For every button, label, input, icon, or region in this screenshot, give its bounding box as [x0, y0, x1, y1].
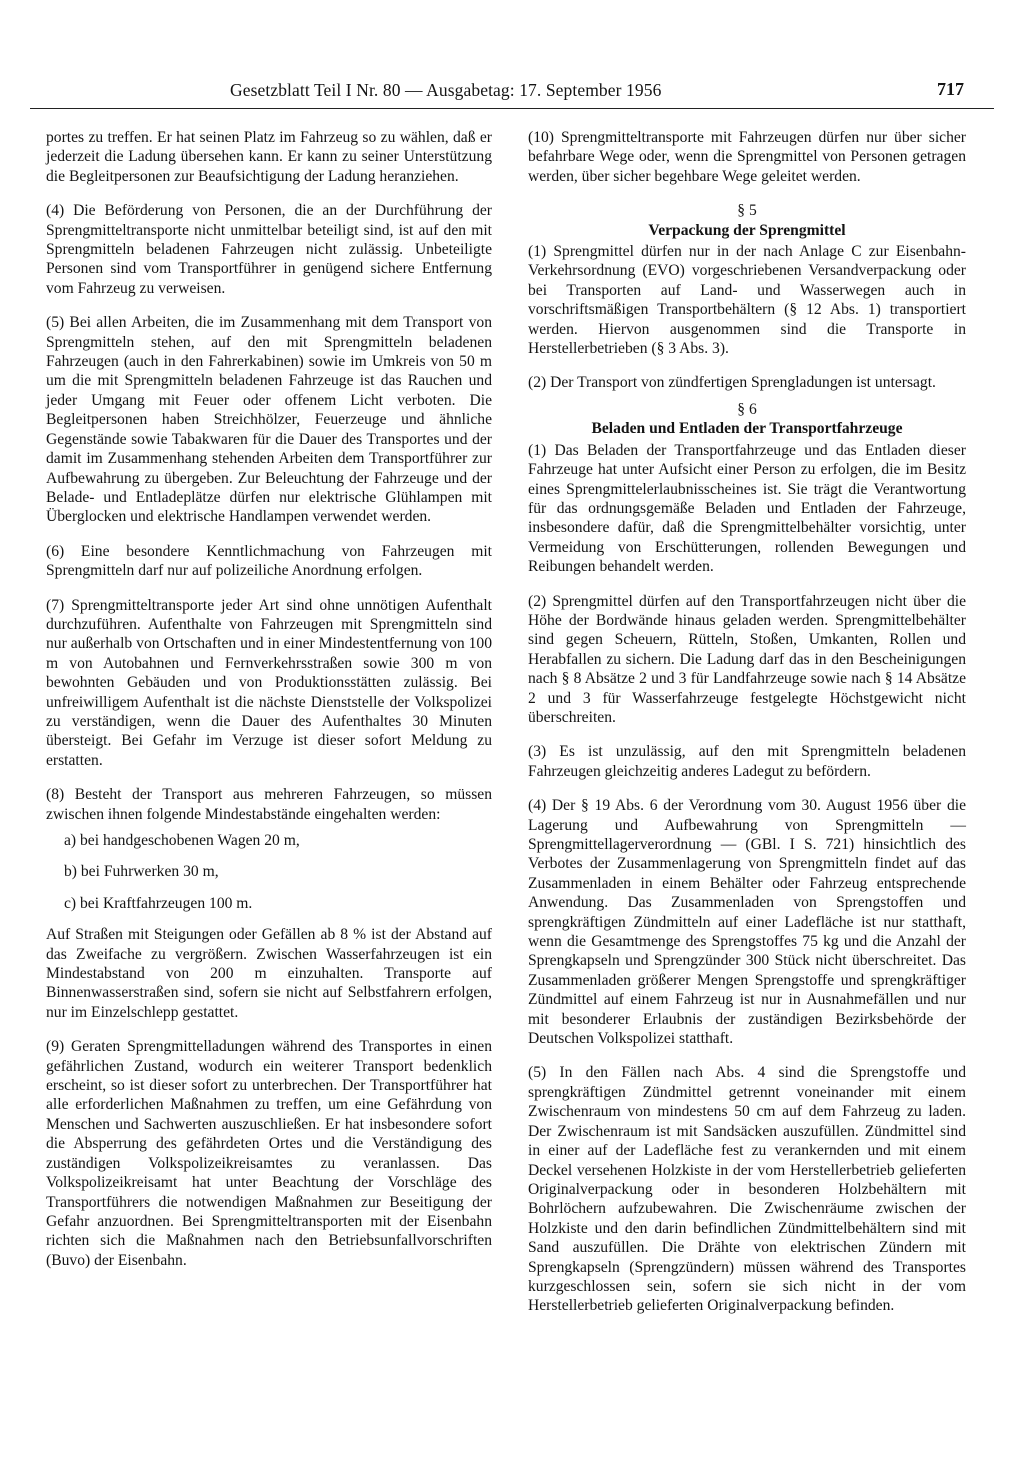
section-6-paragraph-2: (2) Sprengmittel dürfen auf den Transportfahrzeugen nicht über die Höhe der Bordwände hinaus geladen werden. Sprengmittelbehälter sind gegen Scheuern, Rütteln, Stoßen, Umkanten, Rollen und Herabfallen zu sichern. Die Ladung darf das in den Bescheinigungen nach § 8 Absätze 2 und 3 für Landfahrzeuge sowie nach § 14 Absätze 2 und 3 für Wasserfahrzeuge festgelegte Höchstgewicht nicht überschreiten.	[528, 592, 966, 726]
section-6-title: Beladen und Entladen der Transportfahrzeuge	[591, 420, 903, 438]
header-title: Gesetzblatt Teil I Nr. 80 — Ausgabetag: 17. September 1956	[230, 80, 662, 100]
section-5-paragraph-2: (2) Der Transport von zündfertigen Sprengladungen ist untersagt.	[528, 374, 936, 392]
left-column	[46, 128, 492, 1285]
section-5-paragraph-1: (1) Sprengmittel dürfen nur in der nach Anlage C zur Eisenbahn-Verkehrsordnung (EVO) vorgeschriebenen Versandverpackung oder bei Transporten auf Land- und Wasserwegen auch in vorschriftsmäßigen Transportbehältern (§ 12 Abs. 1) transportiert werden. Hiervon ausgenommen sind die Transporte in Herstellerbetrieben (§ 3 Abs. 3).	[528, 243, 966, 358]
paragraph-5: (5) Bei allen Arbeiten, die im Zusammenhang mit dem Transport von Sprengmitteln stehen, auf den mit Sprengmitteln beladenen Fahrzeugen (auch in den Fahrerkabinen) sowie im Umkreis von 50 m um die mit Sprengmitteln beladenen Fahrzeuge ist das Rauchen und jeder Umgang mit Feuer oder offenem Licht verboten. Die Begleitpersonen haben Streichhölzer, Feuerzeuge und ähnliche Gegenstände sowie Tabakwaren für die Dauer des Transportes und der damit im Zusammenhang stehenden Arbeiten dem Transportführer zur Aufbewahrung zu übergeben. Zur Beleuchtung der Fahrzeuge und der Belade- und Entladeplätze dürfen nur elektrische Glühlampen mit Überglocken und elektrische Handlampen verwendet werden.	[46, 314, 492, 526]
document-page	[30, 78, 994, 1448]
section-6-paragraph-5: (5) In den Fällen nach Abs. 4 sind die Sprengstoffe und sprengkräftigen Zündmittel getrennt voneinander mit einem Zwischenraum von mindestens 50 cm auf dem Fahrzeug zu laden. Der Zwischenraum ist mit Sandsäcken auszufüllen. Zündmittel sind in einer auf der Ladefläche fest zu verankernden und mit einem Deckel versehenen Holzkiste in der vom Herstellerbetrieb gelieferten Originalverpackung oder in besonderen Holzbehältern mit Bohrlöchern aufzubewahren. Die Zwischenräume zwischen der Holzkiste und den darin befindlichen Zündmittelbehältern sind mit Sand auszufüllen. Die Drähte von elektrischen Zündern mit Sprengkapseln (Sprengzündern) müssen während des Transportes kurzgeschlossen sein, sofern sie sich nicht in der vom Herstellerbetrieb gelieferten Originalverpackung befinden.	[528, 1064, 966, 1315]
list-item: a) bei handgeschobenen Wagen 20 m,	[64, 832, 300, 849]
paragraph-continuation: portes zu treffen. Er hat seinen Platz im Fahrzeug so zu wählen, daß er jederzeit die Ladung übersehen kann. Er kann zu seiner Unterstützung die Begleitpersonen zur Beaufsichtigung der Ladung heranziehen.	[46, 129, 492, 185]
paragraph-10: (10) Sprengmitteltransporte mit Fahrzeugen dürfen nur über sicher befahrbare Wege oder, wenn die Sprengmittel von Personen getragen werden, über sicher begehbare Wege geleitet werden.	[528, 129, 966, 185]
list-item: b) bei Fuhrwerken 30 m,	[64, 863, 219, 881]
right-column	[528, 128, 966, 1331]
section-6-number: § 6	[737, 400, 757, 418]
section-6-paragraph-1: (1) Das Beladen der Transportfahrzeuge und das Entladen dieser Fahrzeuge hat unter Aufsicht einer Person zu erfolgen, die im Besitz eines Sprengmittelerlaubnisscheines ist. Sie trägt die Verantwortung für das ordnungsgemäße Beladen und Entladen der Fahrzeuge, insbesondere dafür, daß die Sprengmittelbehälter vorsichtig, unter Vermeidung von Erschütterungen, rollenden Bewegungen und Reibungen behandelt werden.	[528, 441, 966, 576]
section-6-paragraph-4: (4) Der § 19 Abs. 6 der Verordnung vom 30. August 1956 über die Lagerung und Aufbewahrung von Sprengmitteln — Sprengmittellagerverordnung — (GBl. I S. 721) hinsichtlich des Verbotes der Zusammenlagerung von Sprengmitteln findet auf das Zusammenladen in einem Behälter oder Fahrzeug entsprechende Anwendung. Das Zusammenladen von Sprengstoffen und sprengkräftigen Zündmitteln auf einer Ladefläche ist nur statthaft, wenn die Gesamtmenge des Sprengstoffes 75 kg und die Anzahl der Sprengkapseln und Sprengzünder 300 Stück nicht überschreitet. Das Zusammenladen größerer Mengen Sprengstoffe und sprengkräftiger Zündmittel auf einem Fahrzeug ist nur in Ausnahmefällen und nur mit besonderer Erlaubnis der zuständigen Bezirksbehörde der Deutschen Volkspolizei statthaft.	[528, 797, 966, 1048]
paragraph-4: (4) Die Beförderung von Personen, die an der Durchführung der Sprengmitteltransporte nicht unmittelbar beteiligt sind, ist auf den mit Sprengmitteln beladenen Fahrzeugen nicht zulässig. Unbeteiligte Personen sind vom Transportführer in genügend sichere Entfernung vom Fahrzeug zu verweisen.	[46, 202, 492, 297]
section-5-number: § 5	[737, 202, 757, 220]
section-5-title: Verpackung der Sprengmittel	[648, 221, 846, 239]
section-6-paragraph-3: (3) Es ist unzulässig, auf den mit Sprengmitteln beladenen Fahrzeugen gleichzeitig anderes Ladegut zu befördern.	[528, 743, 966, 780]
paragraph-6: (6) Eine besondere Kenntlichmachung von Fahrzeugen mit Sprengmitteln darf nur auf polizeiliche Anordnung erfolgen.	[46, 542, 492, 580]
list-item: c) bei Kraftfahrzeugen 100 m.	[64, 894, 253, 912]
page-header	[30, 78, 994, 109]
paragraph-9: (9) Geraten Sprengmittelladungen während des Transportes in einen gefährlichen Zustand, wodurch ein weiterer Transport bedenklich erscheint, so ist dieser sofort zu unterbrechen. Der Transportführer hat alle erforderlichen Maßnahmen zu treffen, um eine Gefährdung von Menschen und Sachwerten auszuschließen. Er hat insbesondere sofort die Absperrung des gefährdeten Ortes und die Verständigung des zuständigen Volkspolizeikreisamtes zu veranlassen. Das Volkspolizeikreisamt hat unter Beachtung der Vorschläge des Transportführers die notwendigen Maßnahmen zur Beseitigung der Gefahr anzuordnen. Bei Sprengmitteltransporten mit der Eisenbahn richten sich die Maßnahmen nach den Betriebsunfallvorschriften (Buvo) der Eisenbahn.	[46, 1038, 492, 1269]
paragraph-8-continued: Auf Straßen mit Steigungen oder Gefällen ab 8 % ist der Abstand auf das Zweifache zu vergrößern. Zwischen Wasserfahrzeugen ist ein Mindestabstand von 200 m einzuhalten. Transporte auf Binnenwasserstraßen sind, sofern sie nicht auf Selbstfahrern erfolgen, nur im Einzelschlepp gestattet.	[46, 926, 492, 1021]
page-number: 717	[937, 79, 964, 99]
paragraph-8: (8) Besteht der Transport aus mehreren Fahrzeugen, so müssen zwischen ihnen folgende Mindestabstände eingehalten werden:	[46, 786, 492, 823]
paragraph-7: (7) Sprengmitteltransporte jeder Art sind ohne unnötigen Aufenthalt durchzuführen. Aufenthalte von Fahrzeugen mit Sprengmitteln sind nur außerhalb von Ortschaften und in einer Mindestentfernung von 100 m von Autobahnen und Fernverkehrsstraßen sowie 300 m von bewohnten Gebäuden und von Produktionsstätten zulässig. Bei unfreiwilligem Aufenthalt ist die nächste Dienststelle der Volkspolizei zu verständigen, wenn die Dauer des Aufenthaltes 30 Minuten übersteigt. Bei Gefahr im Verzuge ist dieser sofort Meldung zu erstatten.	[46, 596, 492, 769]
